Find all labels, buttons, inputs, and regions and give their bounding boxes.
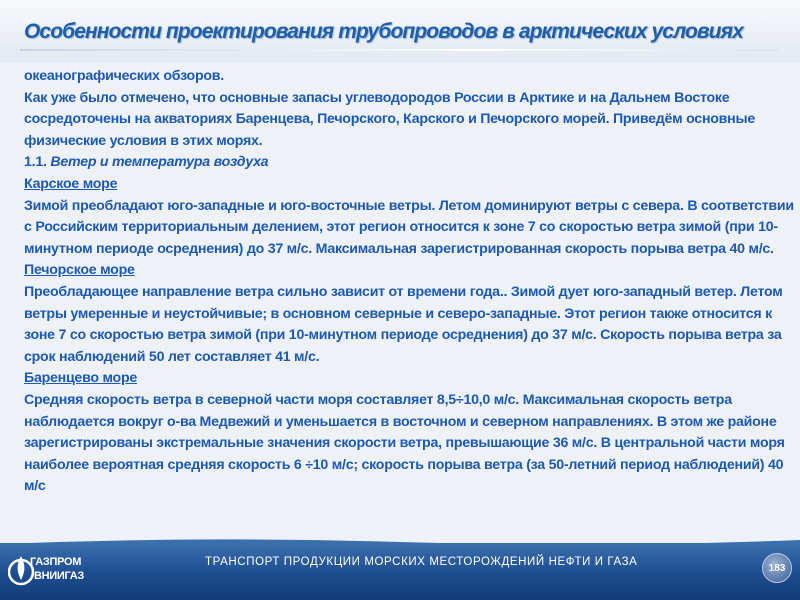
footer-bar xyxy=(0,543,800,600)
logo-text-gazprom: ГАЗПРОМ xyxy=(30,556,82,568)
intro-tail: океанографических обзоров. xyxy=(24,68,224,84)
slide-body xyxy=(24,66,794,498)
title-divider xyxy=(20,49,780,51)
page-title: Особенности проектирования трубопроводов в арктических условиях xyxy=(24,20,743,43)
intro-paragraph: Как уже было отмечено, что основные запасы углеводородов России в Арктике и на Дальнем Востоке сосредоточены на акваториях Баренцева, Печорского, Карского и Печорского морей. Приведём основные физические условия в этих морях. xyxy=(24,89,755,149)
page-number-badge: 183 xyxy=(762,553,792,583)
barents-sea-text: Средняя скорость ветра в северной части моря составляет 8,5÷10,0 м/с. Максимальная скорость ветра наблюдается вокруг о-ва Медвежий и уменьшается в восточном и северном направлениях. В этом же районе зарегистрированы экстремальные значения скорости ветра, превышающие 36 м/с. В центральной части моря наиболее вероятная средняя скорость 6 ÷10 м/с; скорость порыва ветра (за 50-летний период наблюдений) 40 м/с xyxy=(24,391,785,495)
logo-text-vniigaz: ВНИИГАЗ xyxy=(34,570,84,582)
pechora-sea-heading: Печорское море xyxy=(24,262,135,279)
section-number: 1.1. xyxy=(24,154,47,171)
pechora-sea-text: Преобладающее направление ветра сильно зависит от времени года.. Зимой дует юго-западный ветер. Летом ветры умеренные и неустойчивые; в основном северные и северо-западные. Этот регион также относится к зоне 7 со скоростью ветра зимой (при 10-минутном периоде осреднения) до 37 м/с. Скорость порыва ветра за срок наблюдений 50 лет составляет 41 м/с. xyxy=(24,283,783,365)
barents-sea-heading: Баренцево море xyxy=(24,370,137,387)
kara-sea-heading: Карское море xyxy=(24,175,118,192)
section-heading xyxy=(24,152,794,174)
section-title: Ветер и температура воздуха xyxy=(50,154,269,171)
gazprom-vniigaz-logo xyxy=(8,548,108,594)
kara-sea-text: Зимой преобладают юго-западные и юго-восточные ветры. Летом доминируют ветры с севера. В соответствии с Российским территориальным делением, этот регион относится к зоне 7 со скоростью ветра зимой (при 10-минутном периоде осреднения) до 37 м/с. Максимальная зарегистрированная скорость порыва ветра 40 м/с. xyxy=(24,197,794,257)
footer-caption: ТРАНСПОРТ ПРОДУКЦИИ МОРСКИХ МЕСТОРОЖДЕНИЙ НЕФТИ И ГАЗА xyxy=(205,556,638,568)
